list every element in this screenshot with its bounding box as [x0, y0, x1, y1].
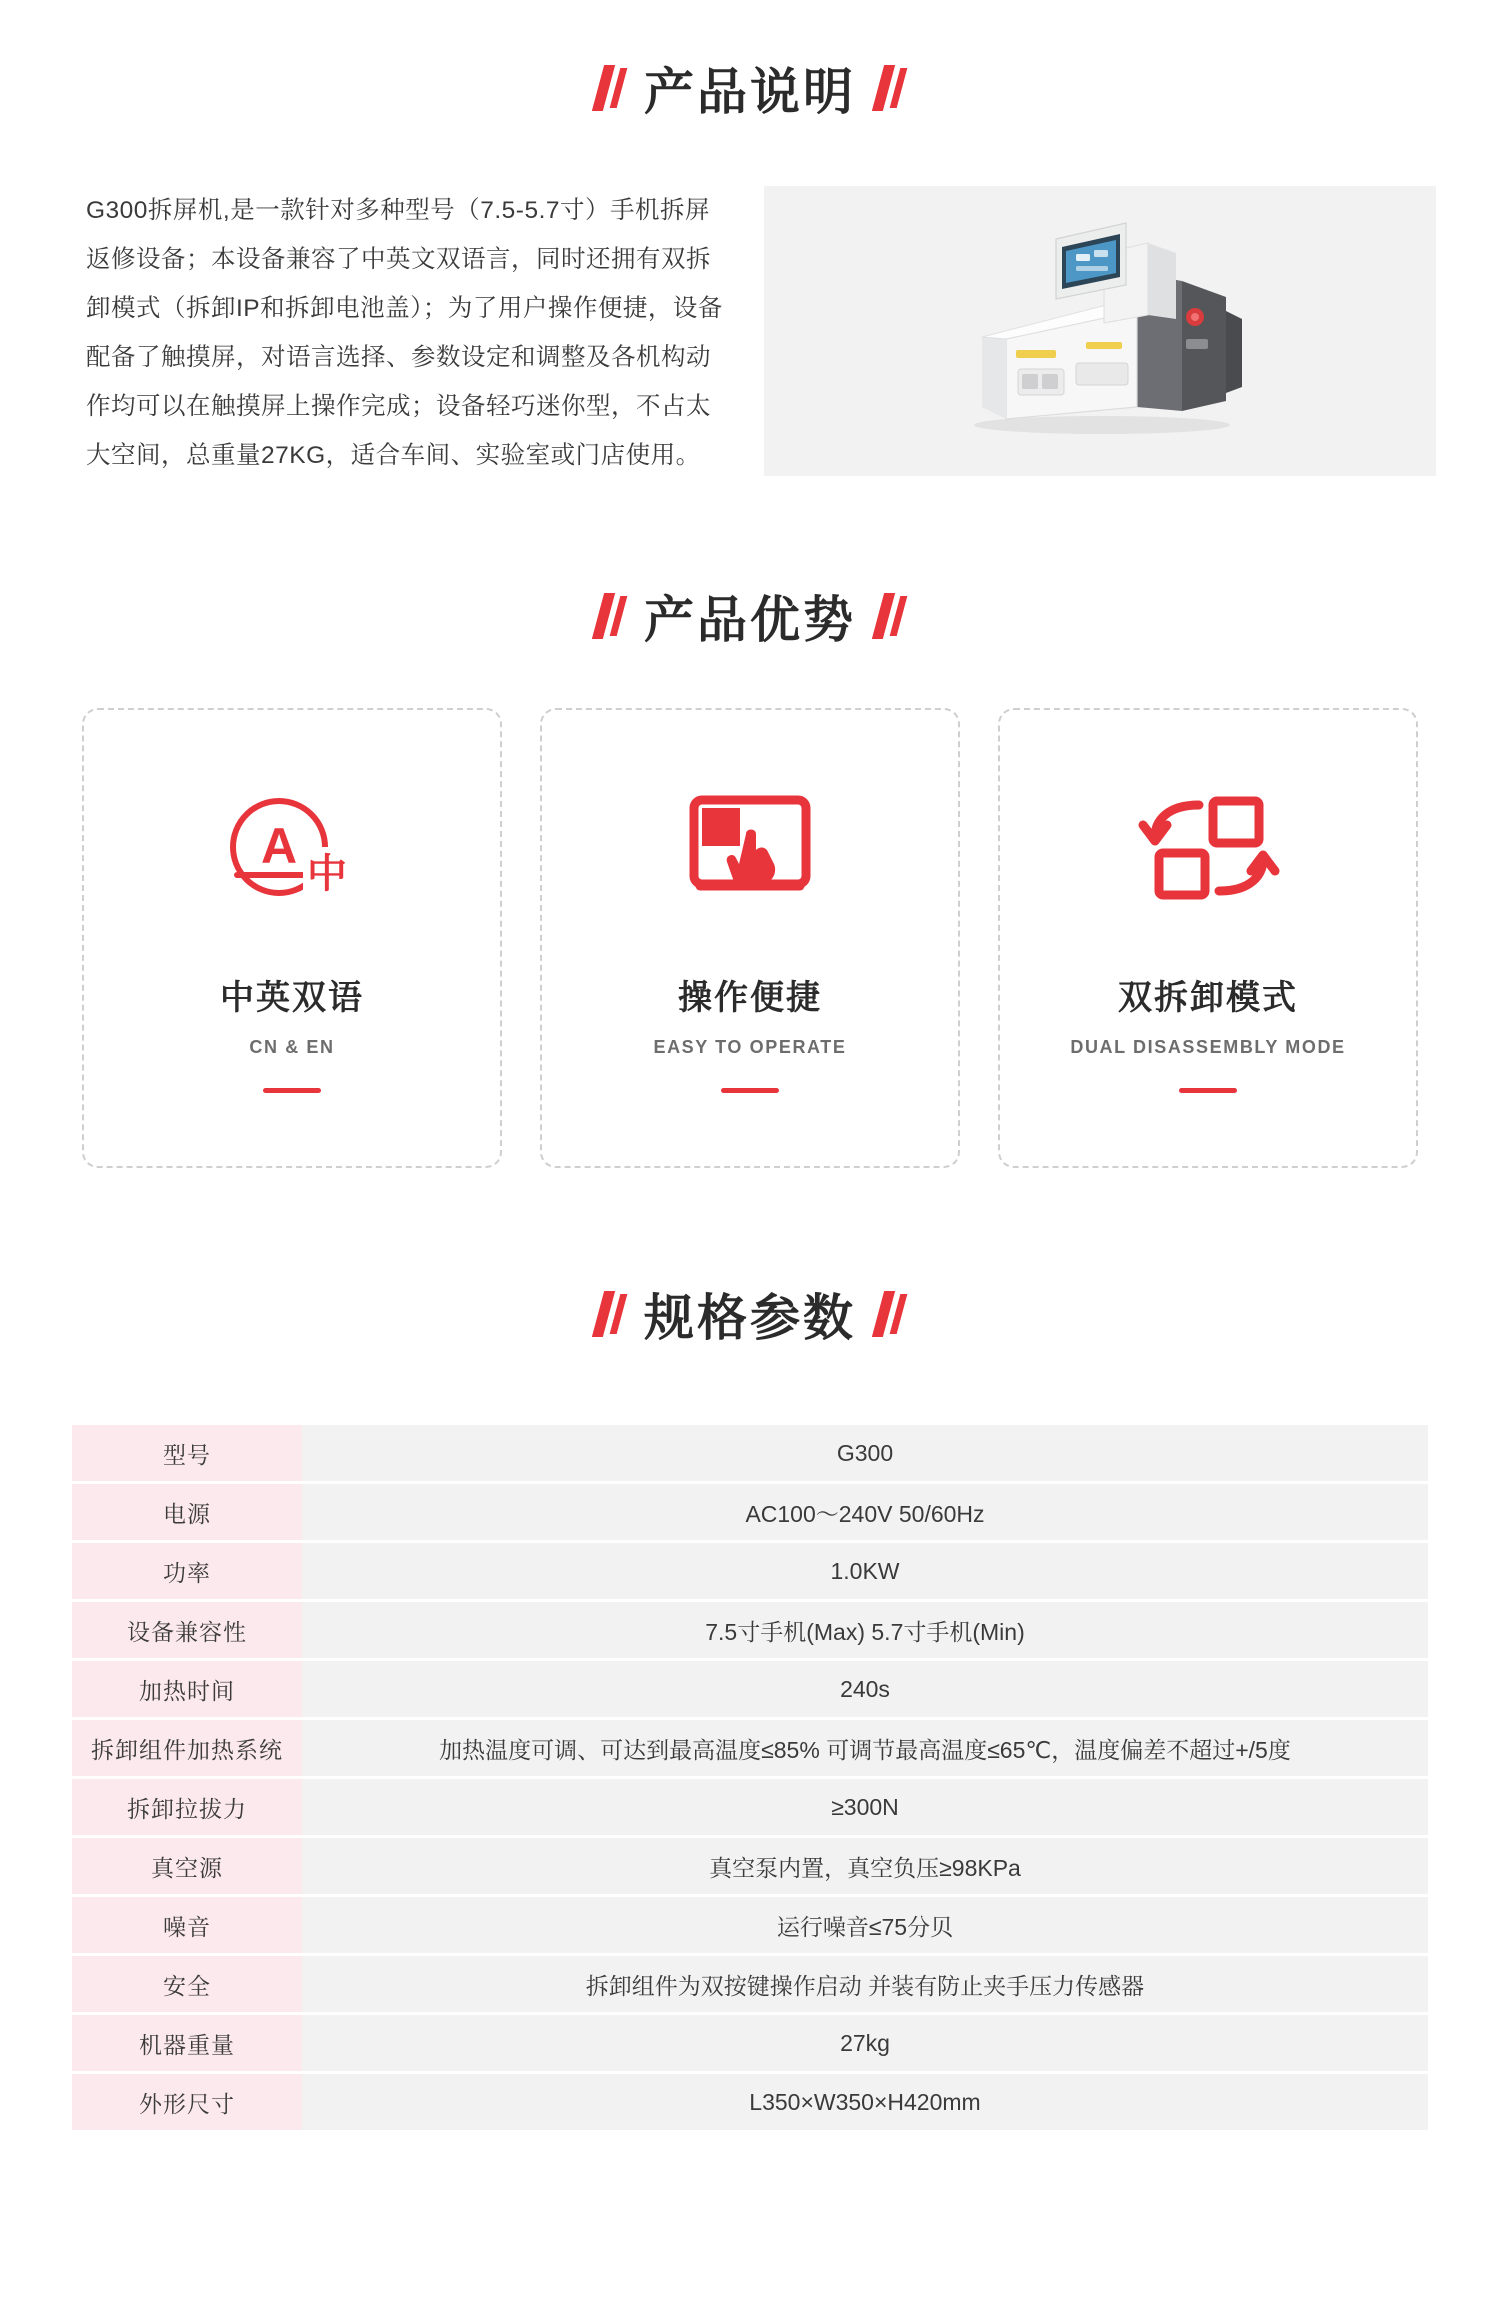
- spec-table-wrapper: [0, 1422, 1500, 2133]
- slash-decoration-left-icon: [598, 1291, 622, 1337]
- spec-key: 噪音: [72, 1897, 302, 1953]
- spec-key: 安全: [72, 1956, 302, 2012]
- advantage-card-easy-operate: [540, 708, 960, 1168]
- specs-title: 规格参数: [644, 1290, 856, 1346]
- slash-decoration-left-icon: [598, 593, 622, 639]
- spec-value: 27kg: [302, 2015, 1428, 2071]
- section-heading-specs: [0, 1278, 1500, 1350]
- advantage-subtitle: EASY TO OPERATE: [653, 1037, 847, 1057]
- spec-key: 拆卸拉拔力: [72, 1779, 302, 1835]
- table-row: [72, 1956, 1428, 2012]
- spec-value: ≥300N: [302, 1779, 1428, 1835]
- advantage-underline: [721, 1088, 779, 1093]
- advantage-subtitle: CN & EN: [249, 1037, 335, 1057]
- spec-key: 真空源: [72, 1838, 302, 1894]
- intro-paragraph: G300拆屏机,是一款针对多种型号（7.5-5.7寸）手机拆屏返修设备；本设备兼容了中英文双语言，同时还拥有双拆卸模式（拆卸IP和拆卸电池盖）；为了用户操作便捷，设备配备了触摸屏，对语言选择、参数设定和调整及各机构动作均可以在触摸屏上操作完成；设备轻巧迷你型，不占太大空间，总重量27KG，适合车间、实验室或门店使用。: [86, 197, 723, 469]
- advantage-title: 双拆卸模式: [1118, 979, 1298, 1017]
- table-row: [72, 1838, 1428, 1894]
- machine-illustration-icon: [890, 211, 1310, 451]
- slash-decoration-right-icon: [878, 1291, 902, 1337]
- slash-decoration-left-icon: [598, 65, 622, 111]
- dual-mode-icon: [1133, 786, 1283, 916]
- table-row: [72, 2015, 1428, 2071]
- spec-key: 拆卸组件加热系统: [72, 1720, 302, 1776]
- product-detail-page: [0, 52, 1500, 2133]
- table-row: [72, 1720, 1428, 1776]
- spec-key: 设备兼容性: [72, 1602, 302, 1658]
- spec-key: 功率: [72, 1543, 302, 1599]
- advantage-title: 中英双语: [220, 979, 364, 1017]
- advantage-title: 操作便捷: [678, 979, 822, 1017]
- advantage-underline: [263, 1088, 321, 1093]
- spec-value: 240s: [302, 1661, 1428, 1717]
- bilingual-icon: [217, 786, 367, 916]
- spec-value: G300: [302, 1425, 1428, 1481]
- spec-key: 型号: [72, 1425, 302, 1481]
- spec-value: 7.5寸手机(Max) 5.7寸手机(Min): [302, 1602, 1428, 1658]
- section-heading-intro: [0, 52, 1500, 124]
- advantage-underline: [1179, 1088, 1237, 1093]
- spec-value: 运行噪音≤75分贝: [302, 1897, 1428, 1953]
- table-row: [72, 1484, 1428, 1540]
- spec-key: 外形尺寸: [72, 2074, 302, 2130]
- table-row: [72, 1661, 1428, 1717]
- spec-key: 电源: [72, 1484, 302, 1540]
- intro-block: [0, 186, 1500, 480]
- table-row: [72, 1779, 1428, 1835]
- product-photo: [764, 186, 1436, 476]
- table-row: [72, 1543, 1428, 1599]
- spec-value: AC100～240V 50/60Hz: [302, 1484, 1428, 1540]
- spec-value: 加热温度可调、可达到最高温度≤85% 可调节最高温度≤65℃，温度偏差不超过+/5度: [302, 1720, 1428, 1776]
- section-heading-advantages: [0, 580, 1500, 652]
- slash-decoration-right-icon: [878, 593, 902, 639]
- spec-key: 加热时间: [72, 1661, 302, 1717]
- table-row: [72, 1602, 1428, 1658]
- touch-screen-icon: [680, 786, 820, 916]
- page-title: 产品说明: [644, 64, 856, 120]
- table-row: [72, 2074, 1428, 2130]
- spec-key: 机器重量: [72, 2015, 302, 2071]
- spec-table: [72, 1422, 1428, 2133]
- spec-value: 1.0KW: [302, 1543, 1428, 1599]
- table-row: [72, 1425, 1428, 1481]
- advantages-title: 产品优势: [644, 592, 856, 648]
- advantage-subtitle: DUAL DISASSEMBLY MODE: [1070, 1037, 1346, 1057]
- svg-text:中: 中: [307, 851, 347, 896]
- spec-value: 拆卸组件为双按键操作启动 并装有防止夹手压力传感器: [302, 1956, 1428, 2012]
- spec-value: L350×W350×H420mm: [302, 2074, 1428, 2130]
- advantage-card-dual-mode: [998, 708, 1418, 1168]
- advantages-row: [0, 708, 1500, 1168]
- table-row: [72, 1897, 1428, 1953]
- slash-decoration-right-icon: [878, 65, 902, 111]
- svg-text:A: A: [260, 817, 298, 874]
- advantage-card-bilingual: [82, 708, 502, 1168]
- spec-value: 真空泵内置，真空负压≥98KPa: [302, 1838, 1428, 1894]
